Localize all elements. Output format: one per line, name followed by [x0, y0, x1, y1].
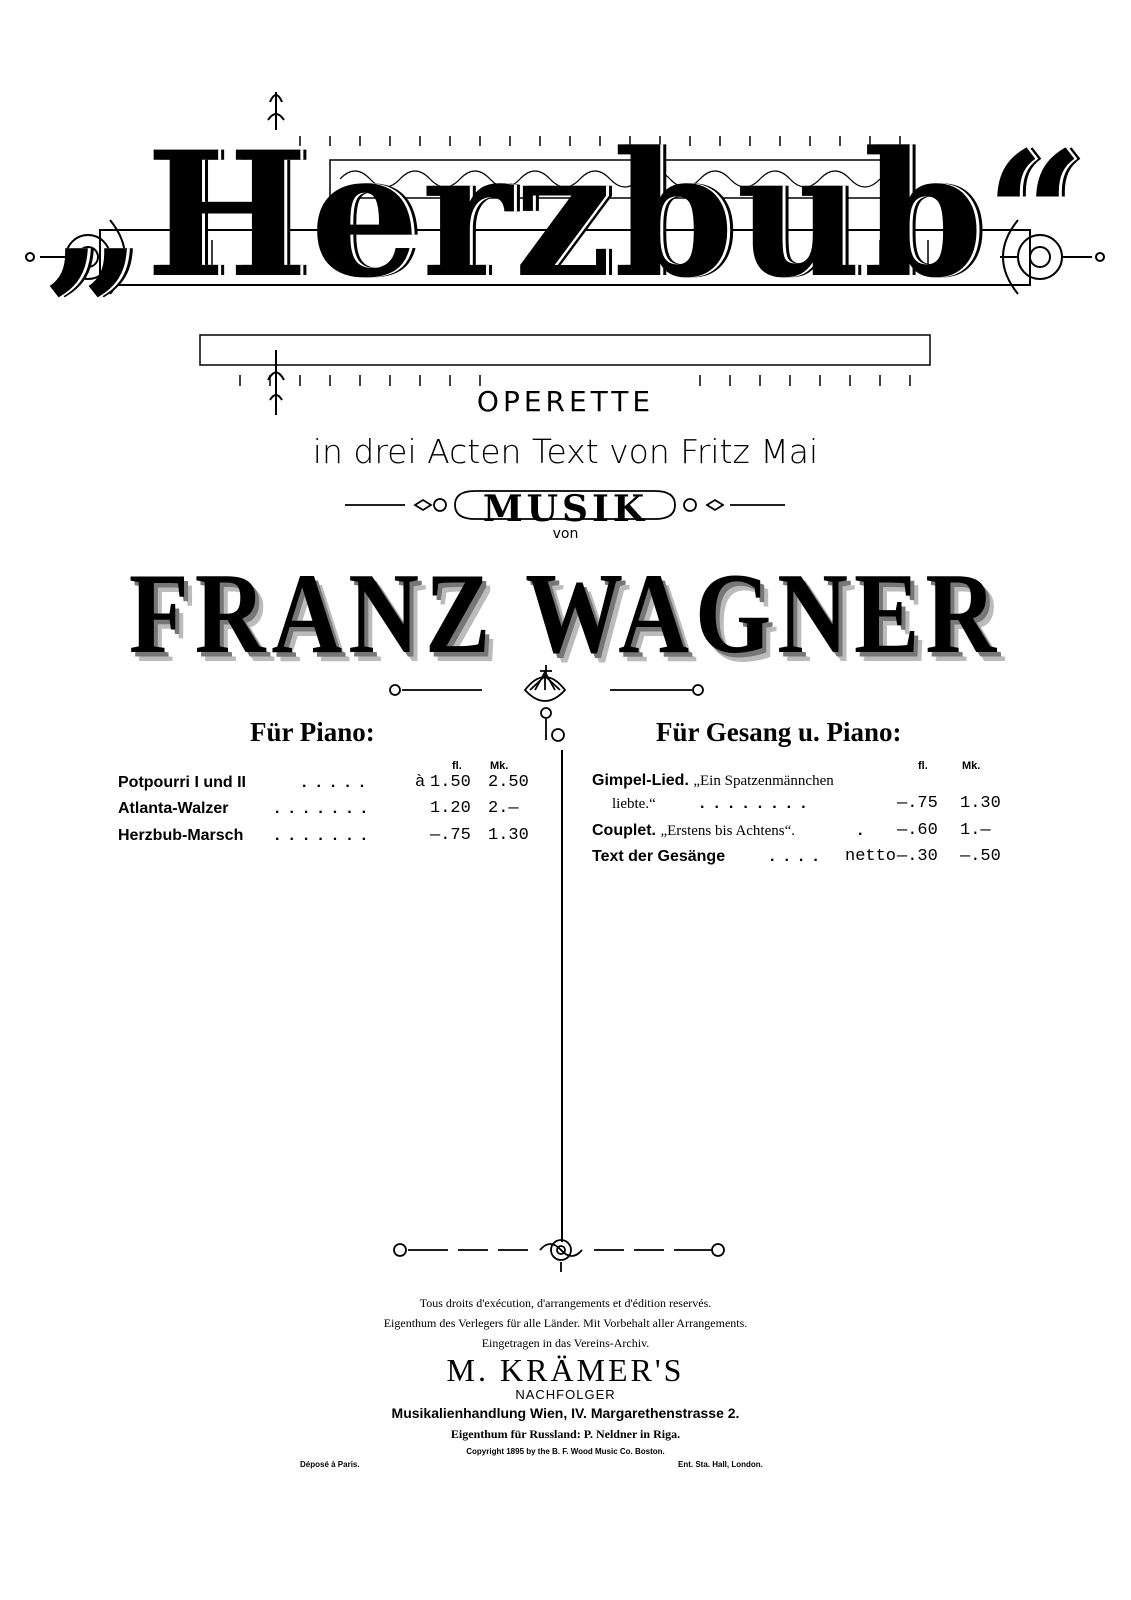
piano-item-3	[118, 827, 243, 845]
paris-deposit: Déposé à Paris.	[300, 1460, 360, 1469]
gesang-item-prefix: netto	[845, 847, 897, 866]
property-notice: Eigenthum des Verlegers für alle Länder. Mit Vorbehalt aller Arrangements.	[383, 1316, 748, 1330]
gesang-item-title: Text der Gesänge	[592, 848, 726, 865]
gesang-currency-mk: Mk.	[962, 760, 981, 772]
leader-dots: .......	[275, 827, 377, 844]
gesang-item-2	[592, 822, 795, 840]
leader-dots: .......	[275, 800, 377, 817]
piano-item-mk: 2.—	[488, 799, 519, 818]
gesang-item-fl: —.30	[897, 847, 938, 866]
gesang-item-mk: 1.30	[960, 794, 1001, 813]
piano-item-title: Potpourri I und II	[118, 774, 246, 791]
piano-item-fl: —.75	[430, 826, 471, 845]
stationers-hall: Ent. Sta. Hall, London.	[678, 1460, 763, 1469]
gesang-item-mk: —.50	[960, 847, 1001, 866]
gesang-item-title: Gimpel-Lied.	[592, 772, 689, 789]
piano-item-fl: 1.20	[430, 799, 471, 818]
piano-currency-fl: fl.	[452, 760, 462, 772]
piano-item-1	[118, 774, 246, 792]
registration-notice: Eingetragen in das Vereins-Archiv.	[481, 1336, 650, 1350]
piano-item-2	[118, 800, 229, 818]
russia-rights: Eigenthum für Russland: P. Neldner in Riga.	[450, 1427, 681, 1441]
genre-label: OPERETTE	[476, 385, 655, 418]
gesang-item-mk: 1.—	[960, 821, 991, 840]
leader-dots: ....	[770, 848, 828, 865]
leader-dots: .....	[302, 774, 375, 791]
gesang-item-title: Couplet.	[592, 822, 656, 839]
libretto-subtitle: in drei Acten Text von Fritz Mai	[312, 432, 819, 471]
publisher-address: Musikalienhandlung Wien, IV. Margarethenstrasse 2.	[391, 1405, 740, 1421]
gesang-item-1	[592, 772, 834, 790]
gesang-item-fl: —.75	[897, 794, 938, 813]
piano-item-prefix: à	[415, 773, 426, 792]
gesang-item-3	[592, 848, 725, 866]
gesang-item-fl: —.60	[897, 821, 938, 840]
piano-heading: Für Piano:	[250, 717, 375, 747]
piano-item-title: Herzbub-Marsch	[118, 827, 244, 844]
column-divider	[561, 750, 563, 1242]
piano-item-mk: 2.50	[488, 773, 529, 792]
gesang-item-subtitle: „Ein Spatzenmännchen	[693, 773, 834, 789]
piano-item-fl: 1.50	[430, 773, 471, 792]
gesang-item-1-cont	[612, 795, 656, 813]
music-label: MUSIK	[482, 488, 649, 530]
publisher-subtitle: NACHFOLGER	[515, 1387, 616, 1402]
piano-item-title: Atlanta-Walzer	[118, 800, 229, 817]
gesang-heading: Für Gesang u. Piano:	[656, 717, 902, 747]
leader-dots: .	[858, 822, 873, 839]
gesang-item-subtitle-cont: liebte.“	[612, 796, 656, 812]
leader-dots: ........	[700, 795, 816, 812]
gesang-currency-fl: fl.	[918, 760, 928, 772]
copyright-notice: Copyright 1895 by the B. F. Wood Music Co. Boston.	[466, 1447, 665, 1456]
piano-currency-mk: Mk.	[490, 760, 509, 772]
von-label: von	[552, 526, 579, 542]
composer-name: FRANZ WAGNER	[128, 550, 1003, 678]
piano-item-mk: 1.30	[488, 826, 529, 845]
rights-notice: Tous droits d'exécution, d'arrangements et d'édition reservés.	[419, 1296, 712, 1310]
bottom-divider-ornament	[380, 1228, 760, 1278]
publisher-name: M. KRÄMER'S	[446, 1352, 685, 1388]
gesang-item-subtitle: „Erstens bis Achtens“.	[660, 823, 796, 839]
operetta-title: „Herzbub“	[44, 113, 1087, 316]
